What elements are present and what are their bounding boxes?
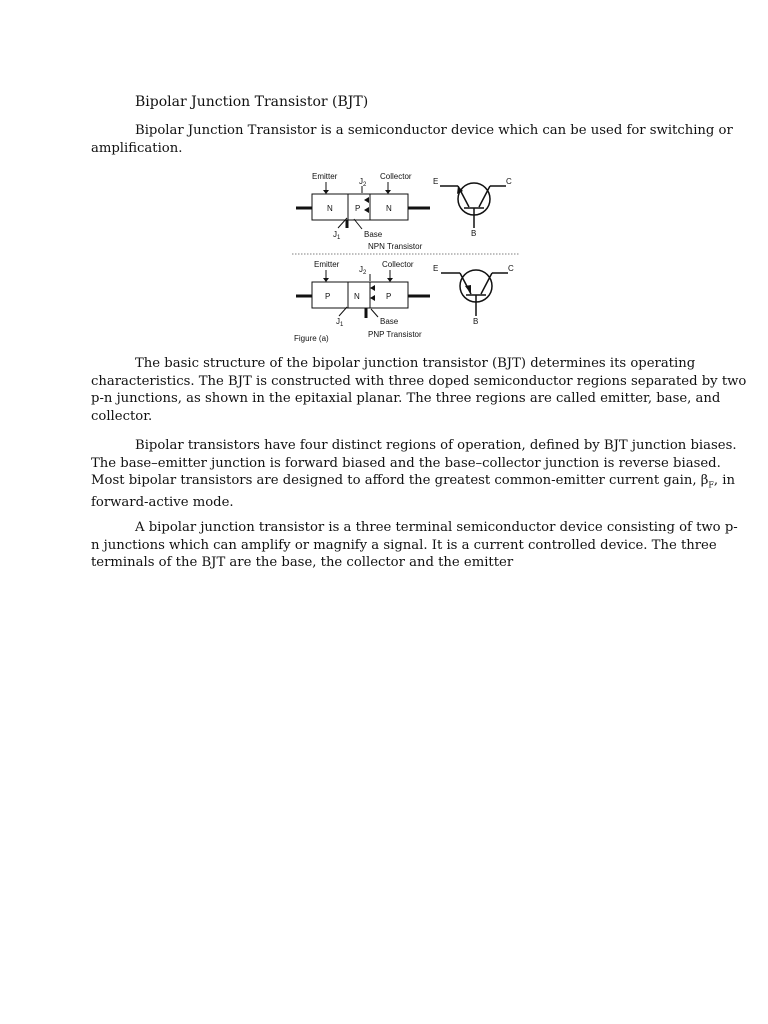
paragraph-line: Bipolar transistors have four distinct regions of operation, defined by BJT junction biases. [135,438,737,453]
paragraph-line: A bipolar junction transistor is a three terminal semiconductor device consisting of two p- [135,520,738,535]
paragraph-line [91,472,736,494]
paragraph-line: n junctions which can amplify or magnify a signal. It is a current controlled device. The three [91,537,717,553]
npn-symbol-e: E [433,177,439,186]
npn-structure [296,172,430,251]
paragraph-terminals [91,519,738,572]
npn-symbol-c: C [506,177,512,186]
npn-collector-label: Collector [380,172,412,181]
gain-suffix: , in [713,473,736,488]
paragraph-line: amplification. [91,140,183,156]
pnp-emitter-label: Emitter [314,260,340,269]
npn-symbol [433,177,512,238]
paragraph-regions [91,437,737,512]
pnp-region-label: N [354,292,360,301]
paragraph-line: terminals of the BJT are the base, the collector and the emitter [91,555,514,570]
npn-emitter-label: Emitter [312,172,338,181]
beta-subscript: F [708,480,714,490]
gain-text: Most bipolar transistors are designed to afford the greatest common-emitter current gain, β [91,473,709,488]
npn-region-label: P [355,204,361,213]
npn-j2-label: $J_2$ [359,177,367,188]
bjt-structure-diagram [290,166,522,348]
pnp-structure [294,260,430,343]
npn-j1-label: $J_1$ [333,230,341,241]
npn-symbol-b: B [471,229,477,238]
pnp-j1-label: $J_1$ [336,317,344,328]
paragraph-line: The basic structure of the bipolar junction transistor (BJT) determines its operating [135,356,696,371]
paragraph-line: p-n junctions, as shown in the epitaxial planar. The three regions are called emitter, base, and [91,391,721,406]
paragraph-line: characteristics. The BJT is constructed with three doped semiconductor regions separated by two [91,373,747,389]
pnp-collector-label: Collector [382,260,414,269]
paragraph-intro [91,122,733,157]
pnp-symbol-b: B [473,317,479,326]
pnp-symbol [433,264,514,326]
pnp-region-label: P [386,292,392,301]
pnp-region-label: P [325,292,331,301]
pnp-symbol-c: C [508,264,514,273]
paragraph-line: collector. [91,408,153,424]
npn-caption: NPN Transistor [368,242,423,251]
paragraph-line: Bipolar Junction Transistor is a semiconductor device which can be used for switching or [135,123,733,138]
figure-label: Figure (a) [294,334,329,343]
paragraph-line: forward-active mode. [91,495,234,511]
paragraph-line: The base–emitter junction is forward biased and the base–collector junction is reverse biased. [91,455,721,471]
pnp-base-label: Base [380,317,399,326]
bjt-figure [290,166,522,348]
pnp-symbol-e: E [433,264,439,273]
npn-region-label: N [386,204,392,213]
paragraph-structure [91,355,747,425]
npn-region-label: N [327,204,333,213]
document-title: Bipolar Junction Transistor (BJT) [135,94,369,110]
pnp-caption: PNP Transistor [368,330,422,339]
npn-base-label: Base [364,230,383,239]
pnp-j2-label: $J_2$ [359,265,367,276]
